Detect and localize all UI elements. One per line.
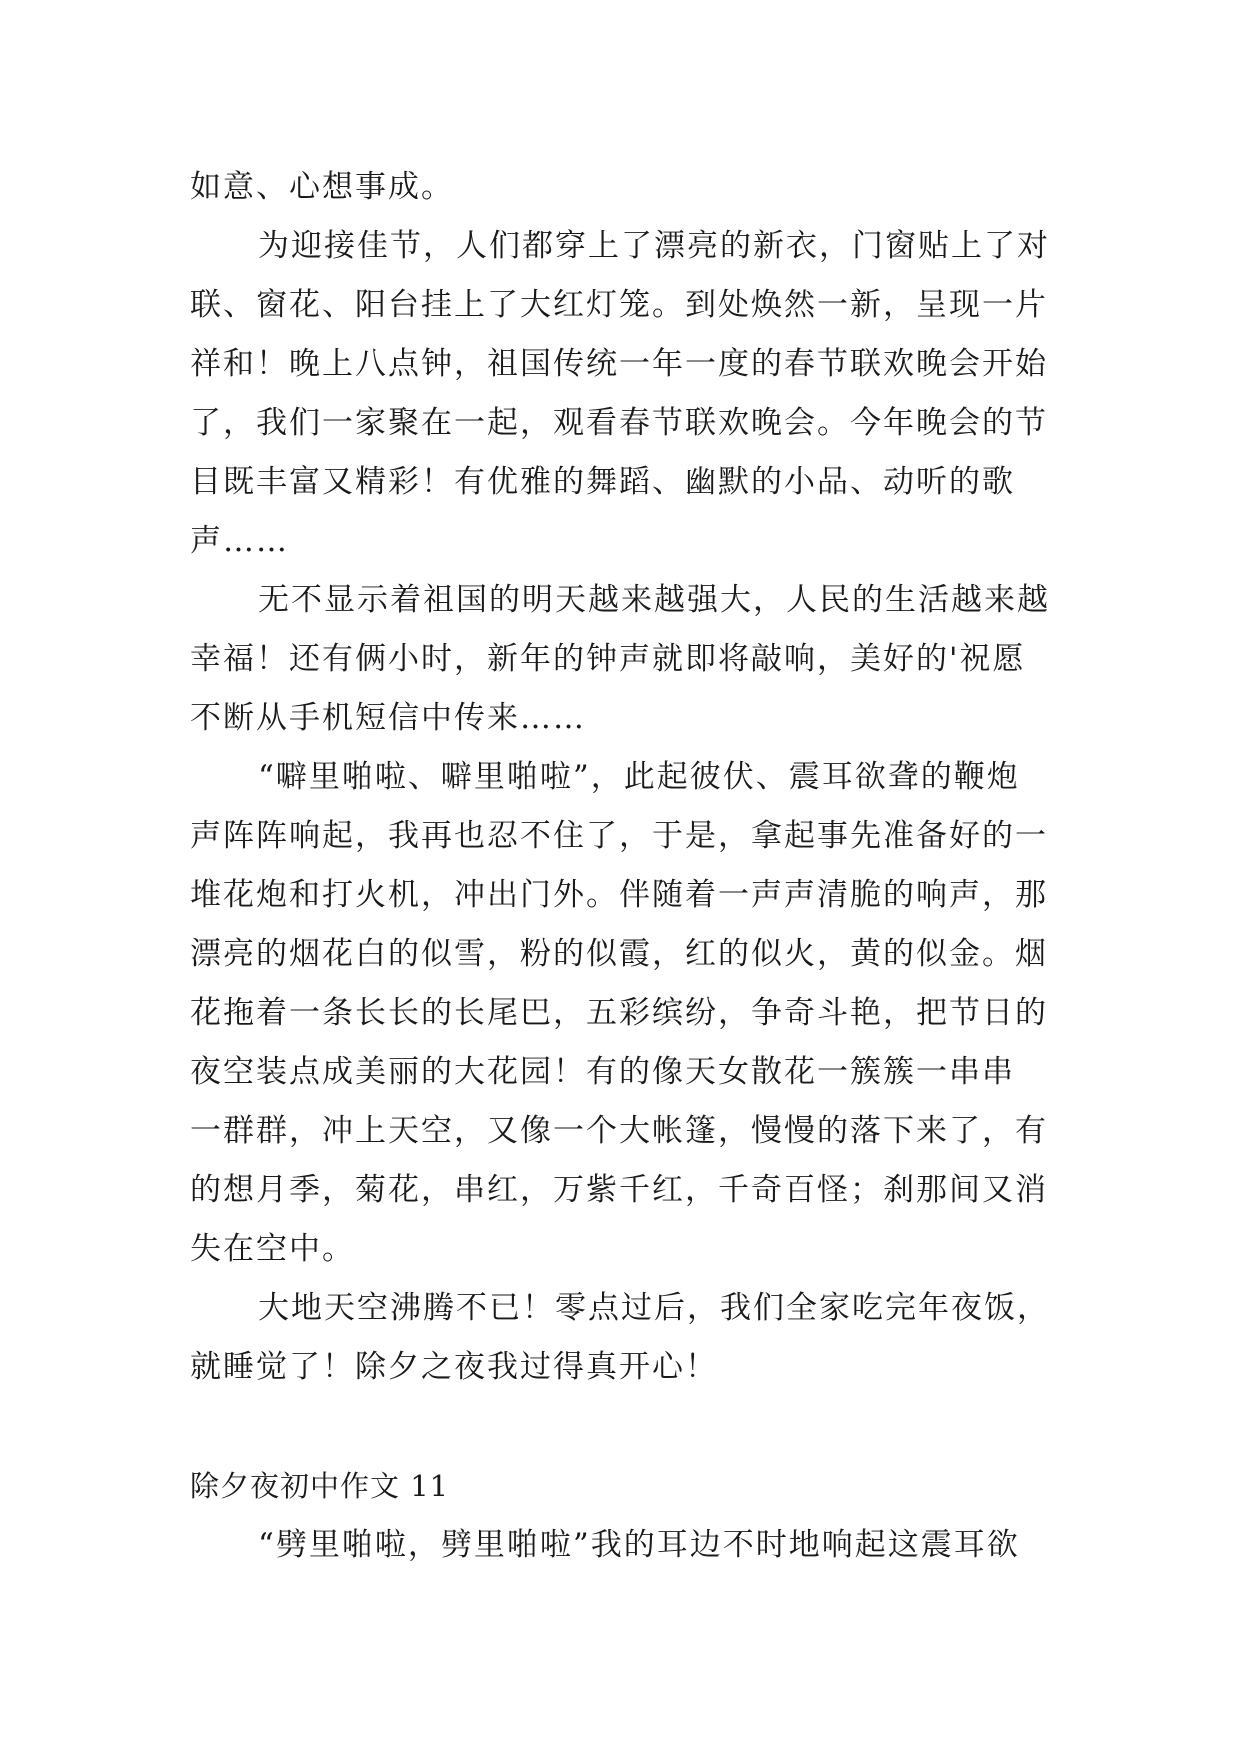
text-line: 堆花炮和打火机，冲出门外。伴随着一声声清脆的响声，那 — [190, 877, 1048, 913]
text-line: 失在空中。 — [190, 1231, 355, 1267]
text-line: 不断从手机短信中传来…… — [190, 700, 586, 736]
text-line: 一群群，冲上天空，又像一个大帐篷，慢慢的落下来了，有 — [190, 1113, 1048, 1149]
text-line: 目既丰富又精彩！有优雅的舞蹈、幽默的小品、动听的歌 — [190, 464, 1015, 500]
section-heading: 除夕夜初中作文 11 — [190, 1469, 450, 1503]
text-line: 的想月季，菊花，串红，万紫千红，千奇百怪；刹那间又消 — [190, 1172, 1048, 1208]
text-line: 了，我们一家聚在一起，观看春节联欢晚会。今年晚会的节 — [190, 405, 1048, 441]
paragraph-start-line: 为迎接佳节，人们都穿上了漂亮的新衣，门窗贴上了对 — [258, 228, 1050, 264]
text-line: 花拖着一条长长的长尾巴，五彩缤纷，争奇斗艳，把节日的 — [190, 995, 1048, 1031]
text-line: 幸福！还有俩小时，新年的钟声就即将敲响，美好的'祝愿 — [190, 641, 1026, 677]
text-line: 祥和！晚上八点钟，祖国传统一年一度的春节联欢晚会开始 — [190, 346, 1048, 382]
text-line: 夜空装点成美丽的大花园！有的像天女散花一簇簇一串串 — [190, 1054, 1015, 1090]
paragraph-start-line: “噼里啪啦、噼里啪啦”，此起彼伏、震耳欲聋的鞭炮 — [258, 759, 1020, 795]
text-line: 声…… — [190, 523, 289, 559]
text-line: 就睡觉了！除夕之夜我过得真开心！ — [190, 1349, 718, 1385]
text-line: 如意、心想事成。 — [190, 169, 454, 205]
paragraph-start-line: “劈里啪啦，劈里啪啦”我的耳边不时地响起这震耳欲 — [258, 1527, 1020, 1563]
paragraph-start-line: 无不显示着祖国的明天越来越强大，人民的生活越来越 — [258, 582, 1050, 618]
paragraph-start-line: 大地天空沸腾不已！零点过后，我们全家吃完年夜饭， — [258, 1290, 1050, 1326]
text-line: 声阵阵响起，我再也忍不住了，于是，拿起事先准备好的一 — [190, 818, 1048, 854]
text-line: 漂亮的烟花白的似雪，粉的似霞，红的似火，黄的似金。烟 — [190, 936, 1048, 972]
text-line: 联、窗花、阳台挂上了大红灯笼。到处焕然一新，呈现一片 — [190, 287, 1048, 323]
